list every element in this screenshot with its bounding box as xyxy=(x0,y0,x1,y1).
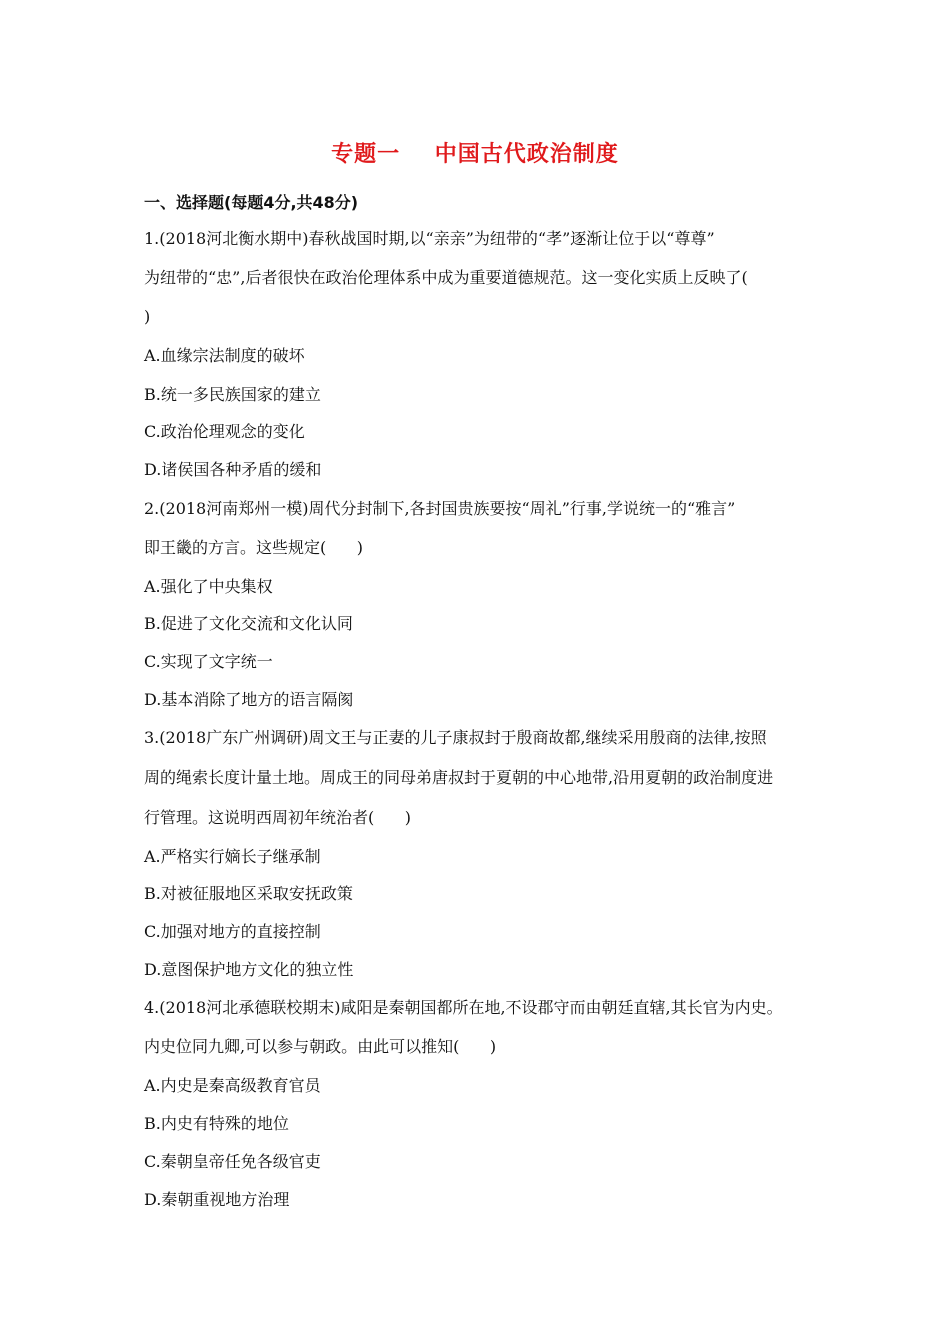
question-1-option-a: A.血缘宗法制度的破坏 xyxy=(144,346,305,365)
question-3-option-c: C.加强对地方的直接控制 xyxy=(144,922,321,941)
question-3-option-b: B.对被征服地区采取安抚政策 xyxy=(144,884,353,903)
question-4-line-1: 4.(2018河北承德联校期末)咸阳是秦朝国都所在地,不设郡守而由朝廷直辖,其长官为内史。 xyxy=(144,998,783,1017)
question-3-option-a: A.严格实行嫡长子继承制 xyxy=(144,847,321,866)
question-2-option-d: D.基本消除了地方的语言隔阂 xyxy=(144,690,354,709)
question-3-line-3: 行管理。这说明西周初年统治者( ) xyxy=(144,808,412,827)
document-title: 专题一 中国古代政治制度 xyxy=(331,142,619,167)
question-4-line-2: 内史位同九卿,可以参与朝政。由此可以推知( ) xyxy=(144,1037,497,1056)
section-heading: 一、选择题(每题4分,共48分) xyxy=(144,193,359,212)
question-2-option-a: A.强化了中央集权 xyxy=(144,577,273,596)
question-3-option-d: D.意图保护地方文化的独立性 xyxy=(144,960,354,979)
question-1-line-2: 为纽带的“忠”,后者很快在政治伦理体系中成为重要道德规范。这一变化实质上反映了( xyxy=(144,268,748,287)
question-3-line-2: 周的绳索长度计量土地。周成王的同母弟唐叔封于夏朝的中心地带,沿用夏朝的政治制度进 xyxy=(144,768,774,787)
question-2-line-1: 2.(2018河南郑州一模)周代分封制下,各封国贵族要按“周礼”行事,学说统一的“雅言” xyxy=(144,499,736,518)
question-4-option-c: C.秦朝皇帝任免各级官吏 xyxy=(144,1152,321,1171)
question-1-option-b: B.统一多民族国家的建立 xyxy=(144,385,321,404)
question-1-option-d: D.诸侯国各种矛盾的缓和 xyxy=(144,460,322,479)
question-2-option-b: B.促进了文化交流和文化认同 xyxy=(144,614,353,633)
question-1-line-1: 1.(2018河北衡水期中)春秋战国时期,以“亲亲”为纽带的“孝”逐渐让位于以“尊尊” xyxy=(144,229,715,248)
question-1-option-c: C.政治伦理观念的变化 xyxy=(144,422,305,441)
question-2-line-2: 即王畿的方言。这些规定( ) xyxy=(144,538,364,557)
question-4-option-d: D.秦朝重视地方治理 xyxy=(144,1190,290,1209)
question-4-option-a: A.内史是秦高级教育官员 xyxy=(144,1076,321,1095)
question-4-option-b: B.内史有特殊的地位 xyxy=(144,1114,289,1133)
question-1-line-3: ) xyxy=(144,307,151,326)
question-2-option-c: C.实现了文字统一 xyxy=(144,652,273,671)
question-3-line-1: 3.(2018广东广州调研)周文王与正妻的儿子康叔封于殷商故都,继续采用殷商的法律,按照 xyxy=(144,728,767,747)
